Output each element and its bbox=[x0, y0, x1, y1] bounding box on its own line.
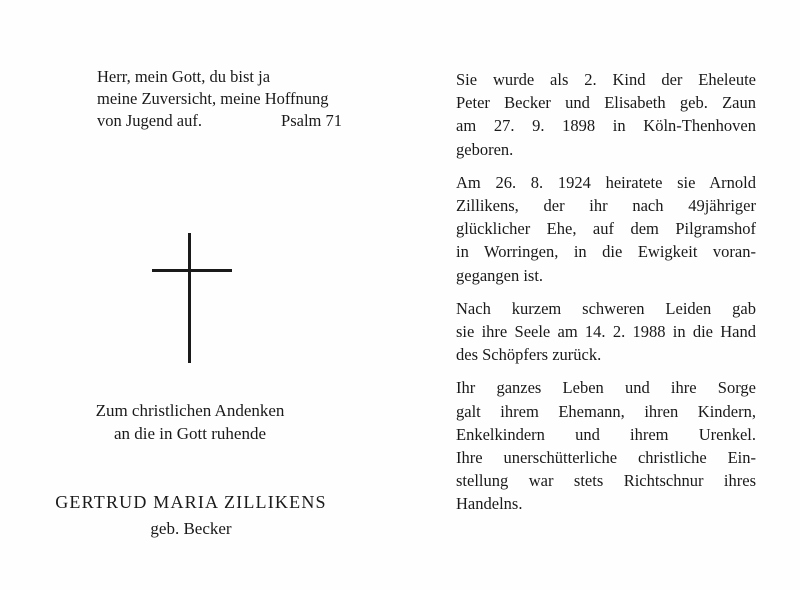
bio-line: sie ihre Seele am 14. 2. 1988 in die Hand bbox=[456, 322, 756, 342]
bio-line: Enkelkindern und ihrem Urenkel. bbox=[456, 424, 756, 444]
bio-line: Ihre unerschütterliche christliche Ein- bbox=[456, 448, 756, 468]
bio-line: Peter Becker und Elisabeth geb. Zaun bbox=[456, 93, 756, 113]
psalm-line-2: meine Zuversicht, meine Hoffnung bbox=[97, 89, 329, 108]
cross-icon bbox=[152, 233, 232, 363]
psalm-quote bbox=[97, 66, 342, 132]
bio-line: Handelns. bbox=[456, 494, 523, 514]
psalm-line-3: von Jugend auf. bbox=[97, 111, 202, 130]
bio-line: Am 26. 8. 1924 heiratete sie Arnold bbox=[456, 172, 756, 192]
memorial-text bbox=[0, 399, 380, 445]
bio-line: galt ihrem Ehemann, ihren Kindern, bbox=[456, 401, 756, 421]
biography-paragraph-1 bbox=[456, 68, 756, 161]
bio-line: geboren. bbox=[456, 139, 514, 159]
bio-line: Nach kurzem schweren Leiden gab bbox=[456, 298, 756, 318]
biography-paragraph-2 bbox=[456, 171, 756, 287]
psalm-reference: Psalm 71 bbox=[281, 111, 342, 130]
bio-line: gegangen ist. bbox=[456, 265, 544, 285]
birth-name: geb. Becker bbox=[150, 519, 232, 538]
memorial-line-2: an die in Gott ruhende bbox=[113, 424, 266, 443]
bio-line: Sie wurde als 2. Kind der Eheleute bbox=[456, 70, 756, 89]
memorial-line-1: Zum christlichen Andenken bbox=[95, 401, 285, 420]
psalm-line-1: Herr, mein Gott, du bist ja bbox=[97, 67, 271, 86]
bio-line: stellung war stets Richtschnur ihres bbox=[456, 471, 756, 491]
deceased-name: GERTRUD MARIA ZILLIKENS bbox=[55, 492, 327, 512]
biography-paragraph-3 bbox=[456, 297, 756, 367]
biography bbox=[456, 68, 756, 526]
bio-line: Zillikens, der ihr nach 49jähriger bbox=[456, 196, 756, 216]
biography-paragraph-4 bbox=[456, 376, 756, 515]
bio-line: Ihr ganzes Leben und ihre Sorge bbox=[456, 378, 756, 398]
bio-line: glücklicher Ehe, auf dem Pilgramshof bbox=[456, 219, 756, 239]
psalm-line-3-row bbox=[97, 110, 342, 132]
bio-line: in Worringen, in die Ewigkeit voran- bbox=[456, 242, 756, 262]
bio-line: des Schöpfers zurück. bbox=[456, 345, 602, 365]
bio-line: am 27. 9. 1898 in Köln-Thenhoven bbox=[456, 116, 756, 136]
